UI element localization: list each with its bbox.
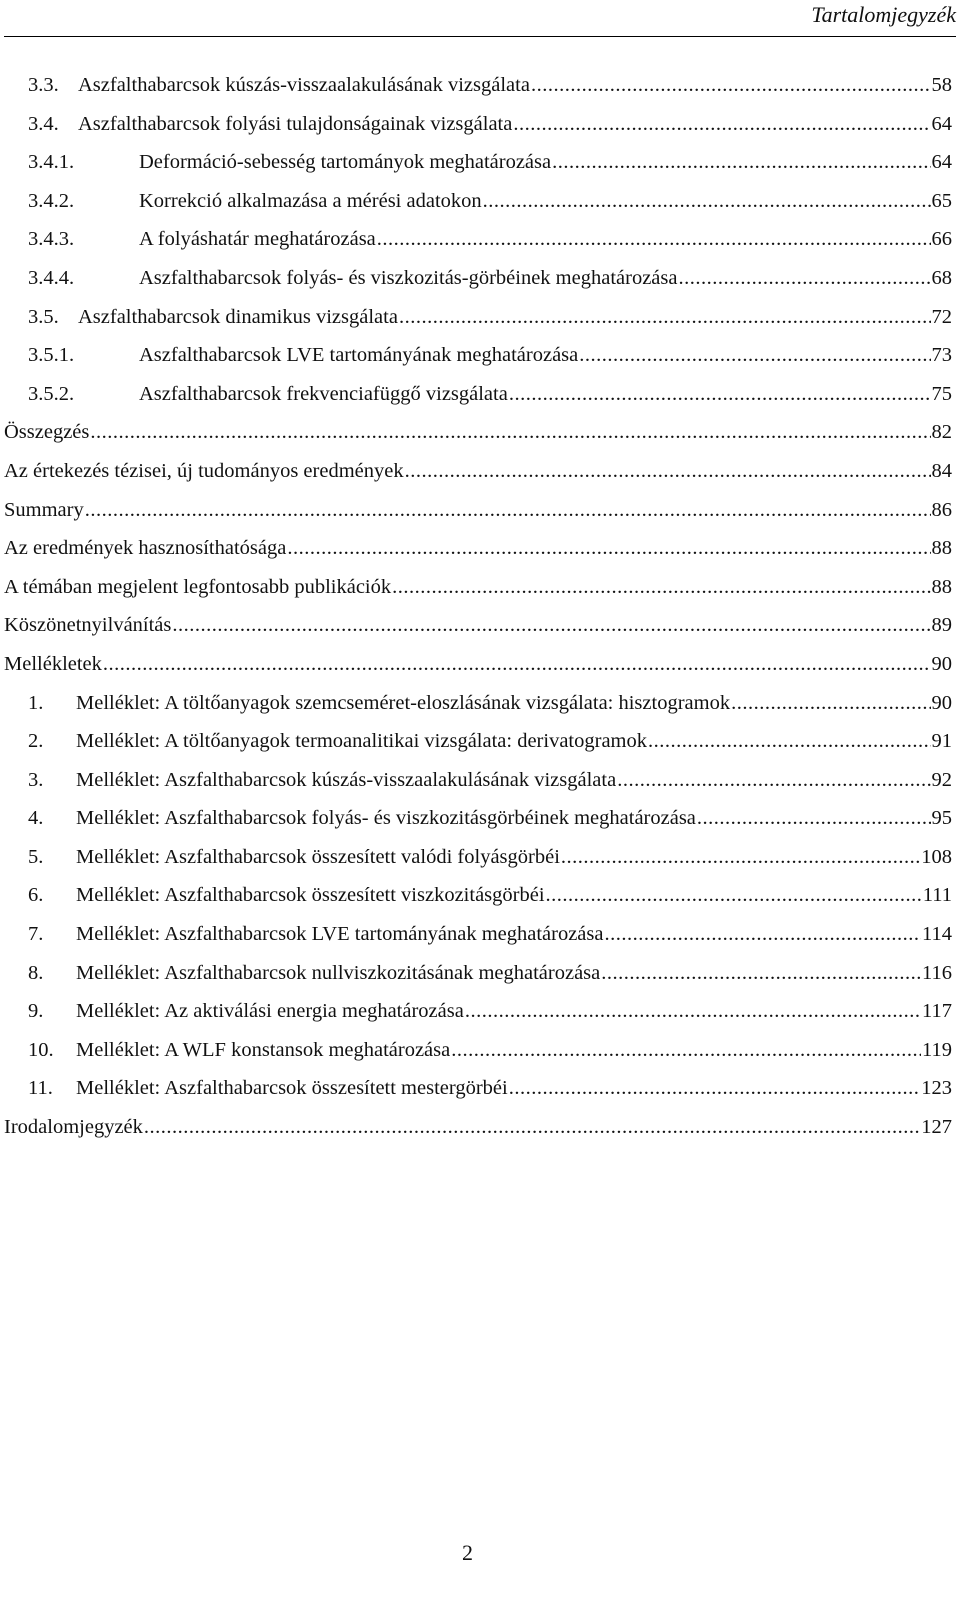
dot-leader <box>601 954 921 993</box>
toc-line <box>28 876 952 915</box>
toc-line <box>28 684 952 723</box>
toc-entry-title: A témában megjelent legfontosabb publikációk <box>4 575 392 598</box>
toc-line <box>28 298 952 337</box>
toc-entry[interactable] <box>0 645 960 684</box>
toc-entry-title: Aszfalthabarcsok kúszás-visszaalakulásának vizsgálata <box>78 74 530 96</box>
toc-entry[interactable] <box>0 915 960 954</box>
dot-leader <box>731 684 930 723</box>
toc-line <box>28 259 952 298</box>
header-rule <box>4 36 956 37</box>
toc-line <box>28 375 952 414</box>
toc-entry-page: 90 <box>931 691 952 714</box>
dot-leader <box>287 529 930 568</box>
toc-entry-number: 3.3. <box>28 74 59 96</box>
toc-entry-page: 73 <box>931 344 952 367</box>
dot-leader <box>399 298 931 337</box>
toc-entry[interactable] <box>0 838 960 877</box>
dot-leader <box>144 1108 920 1147</box>
toc-line <box>4 452 952 491</box>
table-of-contents <box>0 66 960 1147</box>
toc-entry-page: 86 <box>931 498 952 521</box>
toc-entry-page: 111 <box>922 884 952 907</box>
toc-entry-title: Summary <box>4 498 84 521</box>
toc-line <box>28 143 952 182</box>
dot-leader <box>546 876 922 915</box>
toc-entry-page: 88 <box>931 537 952 560</box>
toc-entry-number: 3.5.1. <box>28 344 75 367</box>
toc-entry[interactable] <box>0 568 960 607</box>
toc-entry-title: Melléklet: Aszfalthabarcsok LVE tartományának meghatározása <box>76 923 604 946</box>
toc-entry-page: 66 <box>931 228 952 251</box>
toc-line <box>4 568 952 607</box>
toc-entry[interactable] <box>0 992 960 1031</box>
toc-line <box>4 606 952 645</box>
toc-entry[interactable] <box>0 220 960 259</box>
toc-entry-page: 92 <box>931 768 952 791</box>
toc-entry-number: 7. <box>28 923 44 946</box>
toc-entry-title: Aszfalthabarcsok frekvenciafüggő vizsgálata <box>139 382 508 405</box>
toc-entry[interactable] <box>0 529 960 568</box>
toc-entry[interactable] <box>0 491 960 530</box>
dot-leader <box>509 1069 921 1108</box>
toc-line <box>28 915 952 954</box>
toc-entry-title: Melléklet: A WLF konstansok meghatározása <box>76 1038 451 1061</box>
toc-entry[interactable] <box>0 1031 960 1070</box>
toc-line <box>28 761 952 800</box>
toc-entry[interactable] <box>0 336 960 375</box>
dot-leader <box>617 761 930 800</box>
toc-entry-title: Aszfalthabarcsok folyás- és viszkozitás-görbéinek meghatározása <box>139 266 678 289</box>
dot-leader <box>697 799 931 838</box>
toc-entry-page: 84 <box>931 459 952 482</box>
toc-line <box>28 799 952 838</box>
toc-entry-number: 6. <box>28 884 44 907</box>
toc-entry-page: 114 <box>922 923 952 946</box>
dot-leader <box>451 1031 921 1070</box>
dot-leader <box>678 259 930 298</box>
dot-leader <box>103 645 931 684</box>
toc-entry[interactable] <box>0 606 960 645</box>
toc-entry-number: 3. <box>28 768 44 791</box>
toc-entry-title: Melléklet: Az aktiválási energia meghatározása <box>76 1000 464 1023</box>
dot-leader <box>579 336 930 375</box>
toc-entry-title: Melléklet: Aszfalthabarcsok összesített valódi folyásgörbéi <box>76 845 560 868</box>
toc-line <box>28 838 952 877</box>
toc-entry-page: 82 <box>931 421 952 444</box>
toc-entry-page: 64 <box>931 112 952 135</box>
toc-entry-page: 95 <box>931 807 952 830</box>
toc-line <box>4 413 952 452</box>
page-number: 2 <box>462 1540 473 1565</box>
toc-line <box>28 336 952 375</box>
toc-entry-page: 119 <box>922 1038 952 1061</box>
toc-entry-page: 65 <box>931 189 952 212</box>
toc-entry[interactable] <box>0 1108 960 1147</box>
toc-entry[interactable] <box>0 105 960 144</box>
toc-entry-page: 75 <box>931 382 952 405</box>
toc-entry-number: 3.4.3. <box>28 228 75 251</box>
toc-entry-title: Melléklet: A töltőanyagok termoanalitikai vizsgálata: derivatogramok <box>76 730 647 753</box>
toc-entry[interactable] <box>0 684 960 723</box>
toc-entry-page: 64 <box>931 151 952 174</box>
toc-entry-number: 11. <box>28 1077 53 1100</box>
toc-entry-title: Az eredmények hasznosíthatósága <box>4 537 287 560</box>
dot-leader <box>605 915 922 954</box>
toc-entry-page: 91 <box>931 730 952 753</box>
running-header: Tartalomjegyzék <box>811 2 956 27</box>
toc-line <box>4 645 952 684</box>
toc-entry-number: 3.4.2. <box>28 189 75 212</box>
toc-entry[interactable] <box>0 452 960 491</box>
toc-entry-number: 3.4. <box>28 112 59 135</box>
toc-entry-title: A folyáshatár meghatározása <box>139 228 376 251</box>
toc-entry[interactable] <box>0 298 960 337</box>
toc-line <box>4 1108 952 1147</box>
toc-entry[interactable] <box>0 143 960 182</box>
toc-entry-title: Melléklet: Aszfalthabarcsok összesített viszkozitásgörbéi <box>76 884 545 907</box>
toc-line <box>4 491 952 530</box>
toc-entry[interactable] <box>0 259 960 298</box>
toc-entry-title: Aszfalthabarcsok folyási tulajdonságainak vizsgálata <box>78 112 513 135</box>
toc-entry-title: Deformáció-sebesség tartományok meghatározása <box>139 151 552 174</box>
dot-leader <box>377 220 931 259</box>
toc-entry-number: 8. <box>28 961 44 984</box>
toc-entry-title: Az értekezés tézisei, új tudományos eredmények <box>4 459 404 482</box>
toc-entry-number: 3.4.1. <box>28 151 75 174</box>
dot-leader <box>90 413 930 452</box>
dot-leader <box>465 992 921 1031</box>
dot-leader <box>513 105 930 144</box>
toc-entry-page: 89 <box>931 614 952 637</box>
toc-line <box>28 182 952 221</box>
dot-leader <box>531 66 931 105</box>
toc-entry-title: Aszfalthabarcsok dinamikus vizsgálata <box>78 305 398 328</box>
dot-leader <box>392 568 930 607</box>
toc-line <box>28 954 952 993</box>
toc-entry-title: Irodalomjegyzék <box>4 1116 143 1139</box>
toc-line <box>28 105 952 144</box>
toc-entry-page: 68 <box>931 266 952 289</box>
toc-entry[interactable] <box>0 799 960 838</box>
toc-entry-page: 117 <box>922 1000 952 1023</box>
toc-entry-title: Melléklet: Aszfalthabarcsok folyás- és viszkozitásgörbéinek meghatározása <box>76 807 696 830</box>
dot-leader <box>561 838 920 877</box>
dot-leader <box>509 375 931 414</box>
toc-entry-title: Melléklet: Aszfalthabarcsok kúszás-visszaalakulásának vizsgálata <box>76 768 617 791</box>
toc-entry-title: Összegzés <box>4 421 90 444</box>
toc-line <box>28 1031 952 1070</box>
toc-entry-number: 9. <box>28 1000 44 1023</box>
toc-entry-page: 88 <box>931 575 952 598</box>
toc-entry-title: Melléklet: Aszfalthabarcsok nullviszkozitásának meghatározása <box>76 961 601 984</box>
toc-entry-title: Aszfalthabarcsok LVE tartományának meghatározása <box>139 344 579 367</box>
toc-entry[interactable] <box>0 375 960 414</box>
toc-entry-title: Melléklet: A töltőanyagok szemcseméret-eloszlásának vizsgálata: hisztogramok <box>76 691 731 714</box>
toc-entry[interactable] <box>0 722 960 761</box>
toc-entry[interactable] <box>0 413 960 452</box>
toc-entry-page: 127 <box>921 1116 952 1139</box>
toc-entry-number: 3.5. <box>28 305 59 328</box>
toc-entry[interactable] <box>0 66 960 105</box>
toc-line <box>28 722 952 761</box>
toc-line <box>4 529 952 568</box>
toc-entry-page: 90 <box>931 652 952 675</box>
toc-entry-page: 108 <box>921 845 952 868</box>
toc-entry-title: Mellékletek <box>4 652 102 675</box>
dot-leader <box>648 722 931 761</box>
toc-line <box>28 1069 952 1108</box>
toc-entry-title: Köszönetnyilvánítás <box>4 614 172 637</box>
toc-entry[interactable] <box>0 954 960 993</box>
dot-leader <box>85 491 931 530</box>
dot-leader <box>172 606 930 645</box>
toc-line <box>28 66 952 105</box>
toc-entry-number: 5. <box>28 845 44 868</box>
dot-leader <box>405 452 931 491</box>
toc-entry[interactable] <box>0 876 960 915</box>
toc-entry[interactable] <box>0 1069 960 1108</box>
toc-entry-number: 4. <box>28 807 44 830</box>
toc-entry-number: 3.5.2. <box>28 382 75 405</box>
toc-entry-page: 123 <box>921 1077 952 1100</box>
toc-entry-page: 58 <box>931 74 952 96</box>
toc-entry-page: 116 <box>922 961 952 984</box>
toc-entry[interactable] <box>0 761 960 800</box>
toc-entry-number: 3.4.4. <box>28 266 75 289</box>
toc-line <box>28 992 952 1031</box>
toc-entry-number: 10. <box>28 1038 54 1061</box>
toc-line <box>28 220 952 259</box>
toc-entry-page: 72 <box>931 305 952 328</box>
toc-entry-title: Korrekció alkalmazása a mérési adatokon <box>139 189 482 212</box>
toc-entry-number: 1. <box>28 691 44 714</box>
dot-leader <box>552 143 930 182</box>
toc-entry-title: Melléklet: Aszfalthabarcsok összesített mestergörbéi <box>76 1077 508 1100</box>
dot-leader <box>483 182 931 221</box>
toc-entry[interactable] <box>0 182 960 221</box>
toc-entry-number: 2. <box>28 730 44 753</box>
